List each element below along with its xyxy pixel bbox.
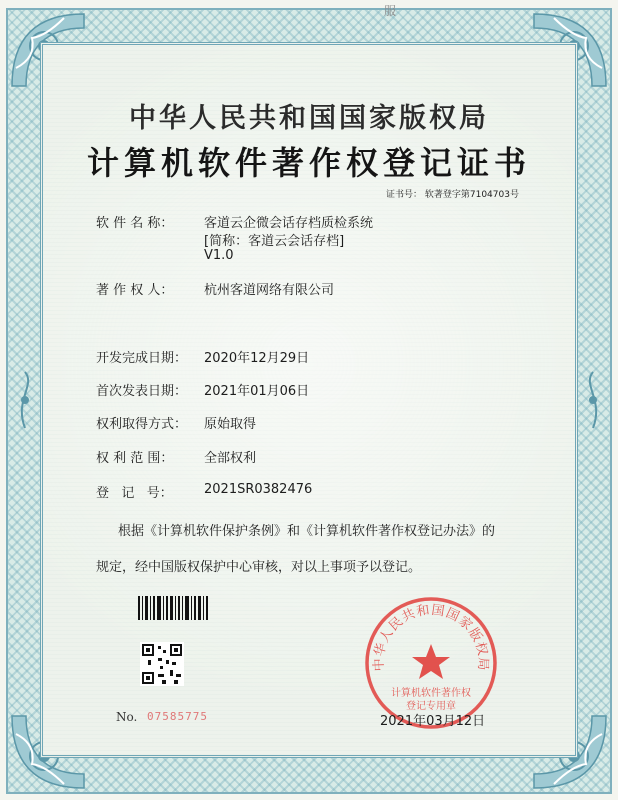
certificate-title: 计算机软件著作权登记证书 bbox=[86, 144, 531, 182]
barcode bbox=[138, 596, 210, 620]
svg-text:计算机软件著作权: 计算机软件著作权 bbox=[391, 688, 471, 699]
rights-scope-value: 全部权利 bbox=[204, 451, 257, 466]
copyright-owner-label: 著 作 权 人： bbox=[96, 283, 174, 298]
svg-text:中华人民共和国国家版权局: 中华人民共和国国家版权局 bbox=[371, 602, 491, 672]
software-version-value: V1.0 bbox=[204, 248, 234, 263]
svg-text:登记专用章: 登记专用章 bbox=[406, 701, 456, 712]
registration-number-value: 2021SR0382476 bbox=[204, 482, 313, 497]
acquisition-method-label: 权利取得方式： bbox=[96, 417, 188, 432]
ornament-side-left bbox=[14, 370, 36, 430]
handwritten-mark: 服 bbox=[384, 4, 397, 18]
software-name-label: 软 件 名 称： bbox=[96, 216, 174, 231]
issuing-authority-title: 中华人民共和国国家版权局 bbox=[129, 103, 489, 134]
software-short-name-value: [简称：客道云会话存档] bbox=[204, 234, 345, 249]
serial-label: No. bbox=[116, 710, 138, 724]
statement-line-1: 根据《计算机软件保护条例》和《计算机软件著作权登记办法》的 bbox=[118, 524, 496, 539]
registration-number-label: 登 记 号： bbox=[96, 486, 173, 501]
issue-date: 2021年03月12日 bbox=[380, 714, 486, 729]
qr-code bbox=[140, 642, 184, 686]
completion-date-value: 2020年12月29日 bbox=[204, 351, 310, 366]
copyright-owner-value: 杭州客道网络有限公司 bbox=[204, 283, 335, 298]
serial-number: 07585775 bbox=[147, 710, 208, 723]
ornament-side-right bbox=[582, 370, 604, 430]
publication-date-value: 2021年01月06日 bbox=[204, 384, 310, 399]
certificate-number: 证书号： 软著登字第7104703号 bbox=[386, 190, 519, 200]
acquisition-method-value: 原始取得 bbox=[204, 417, 257, 432]
software-name-value: 客道云企微会话存档质检系统 bbox=[204, 216, 374, 231]
completion-date-label: 开发完成日期： bbox=[96, 351, 188, 366]
rights-scope-label: 权 利 范 围： bbox=[96, 451, 174, 466]
statement-line-2: 规定，经中国版权保护中心审核，对以上事项予以登记。 bbox=[96, 560, 422, 575]
publication-date-label: 首次发表日期： bbox=[96, 384, 188, 399]
